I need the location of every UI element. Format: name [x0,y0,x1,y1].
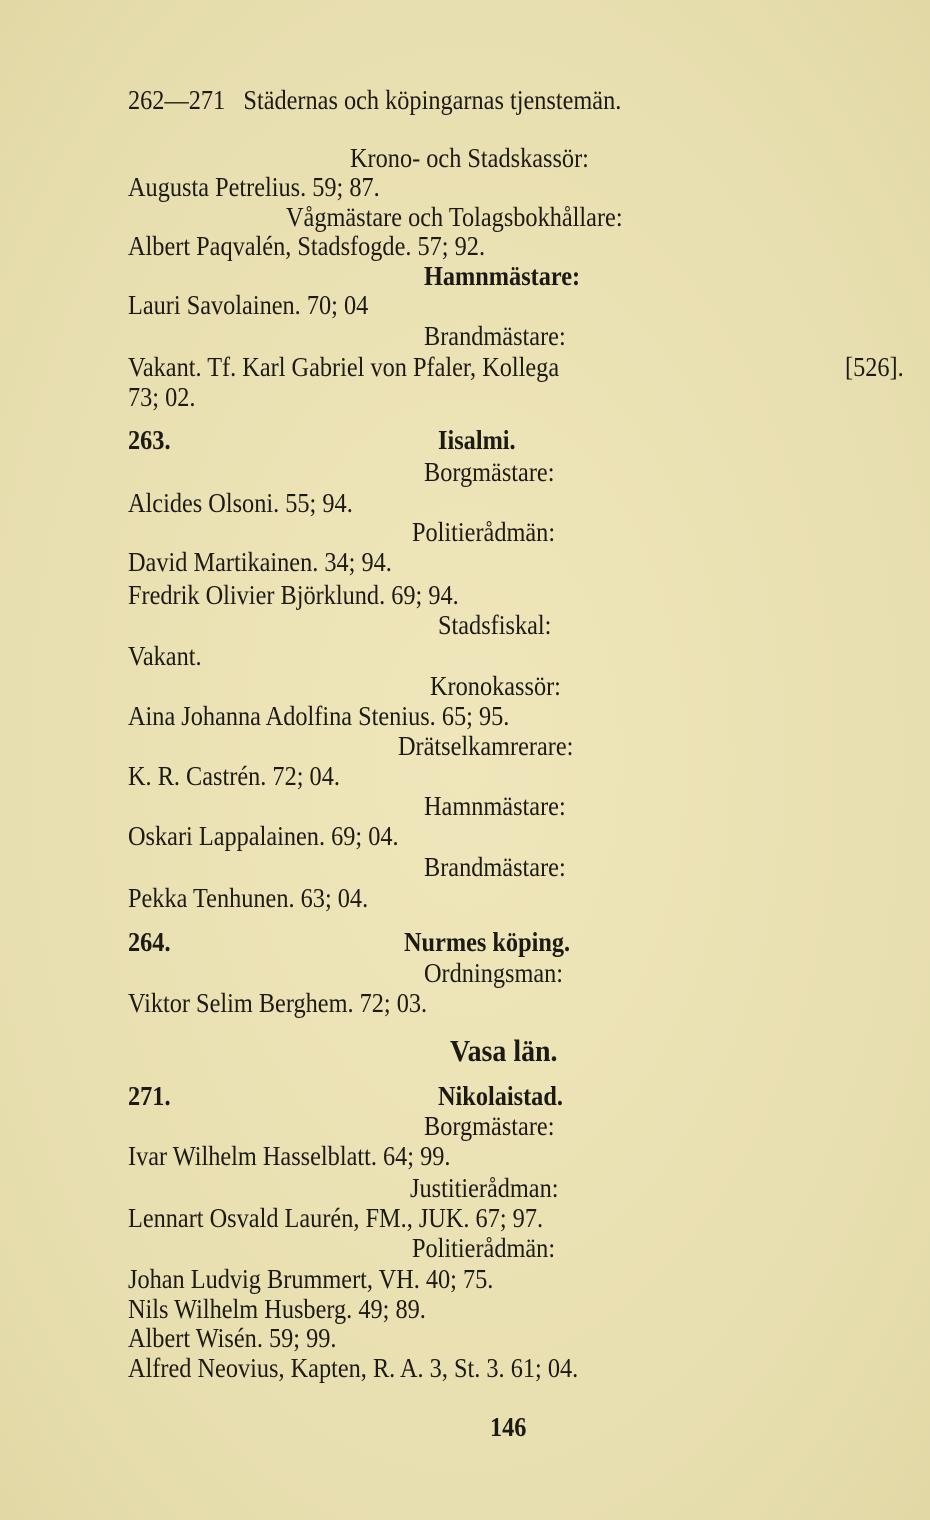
role-heading: Stadsfiskal: [438,610,552,640]
entry: Pekka Tenhunen. 63; 04. [128,883,369,913]
town-name: Iisalmi. [438,425,516,455]
entry: 73; 02. [128,382,196,412]
entry: Johan Ludvig Brummert, VH. 40; 75. [128,1264,494,1294]
entry: Viktor Selim Berghem. 72; 03. [128,988,428,1018]
role-heading: Hamnmästare: [424,791,566,821]
role-heading: Politierådmän: [412,1233,556,1263]
role-heading: Borgmästare: [424,457,555,487]
role-heading: Vågmästare och Tolagsbokhållare: [286,202,623,232]
role-heading: Borgmästare: [424,1111,555,1141]
entry: Lauri Savolainen. 70; 04 [128,290,369,320]
section-number: 271. [128,1081,171,1111]
entry: David Martikainen. 34; 94. [128,547,392,577]
role-heading: Kronokassör: [430,671,561,701]
role-heading: Politierådmän: [412,517,556,547]
entry: Nils Wilhelm Husberg. 49; 89. [128,1294,426,1324]
province-heading: Vasa län. [450,1033,558,1068]
entry: Lennart Osvald Laurén, FM., JUK. 67; 97. [128,1203,544,1233]
entry: Alfred Neovius, Kapten, R. A. 3, St. 3. 61; 04. [128,1353,579,1383]
role-heading: Justitierådman: [410,1173,559,1203]
header-title: Städernas och köpingarnas tjenstemän. [243,85,622,115]
town-name: Nurmes köping. [404,927,571,957]
section-number: 264. [128,927,171,957]
header-range: 262—271 [128,85,226,115]
page-number: 146 [490,1412,527,1442]
entry: Albert Paqvalén, Stadsfogde. 57; 92. [128,231,486,261]
entry: Augusta Petrelius. 59; 87. [128,172,380,202]
role-heading: Hamnmästare: [424,261,581,291]
entry: Fredrik Olivier Björklund. 69; 94. [128,580,459,610]
entry: Oskari Lappalainen. 69; 04. [128,821,399,851]
entry: K. R. Castrén. 72; 04. [128,761,340,791]
section-number: 263. [128,425,171,455]
role-heading: Brandmästare: [424,852,566,882]
entry: Vakant. [128,641,202,671]
entry: Albert Wisén. 59; 99. [128,1323,337,1353]
entry: Ivar Wilhelm Hasselblatt. 64; 99. [128,1141,451,1171]
entry-reference: [526]. [845,352,904,382]
entry: Aina Johanna Adolfina Stenius. 65; 95. [128,701,510,731]
entry: Alcides Olsoni. 55; 94. [128,488,353,518]
running-header [128,85,621,115]
town-name: Nikolaistad. [438,1081,563,1111]
role-heading: Drätselkamrerare: [398,731,574,761]
role-heading: Krono- och Stadskassör: [350,143,589,173]
role-heading: Brandmästare: [424,321,566,351]
entry: Vakant. Tf. Karl Gabriel von Pfaler, Kollega [128,352,560,382]
role-heading: Ordningsman: [424,958,564,988]
